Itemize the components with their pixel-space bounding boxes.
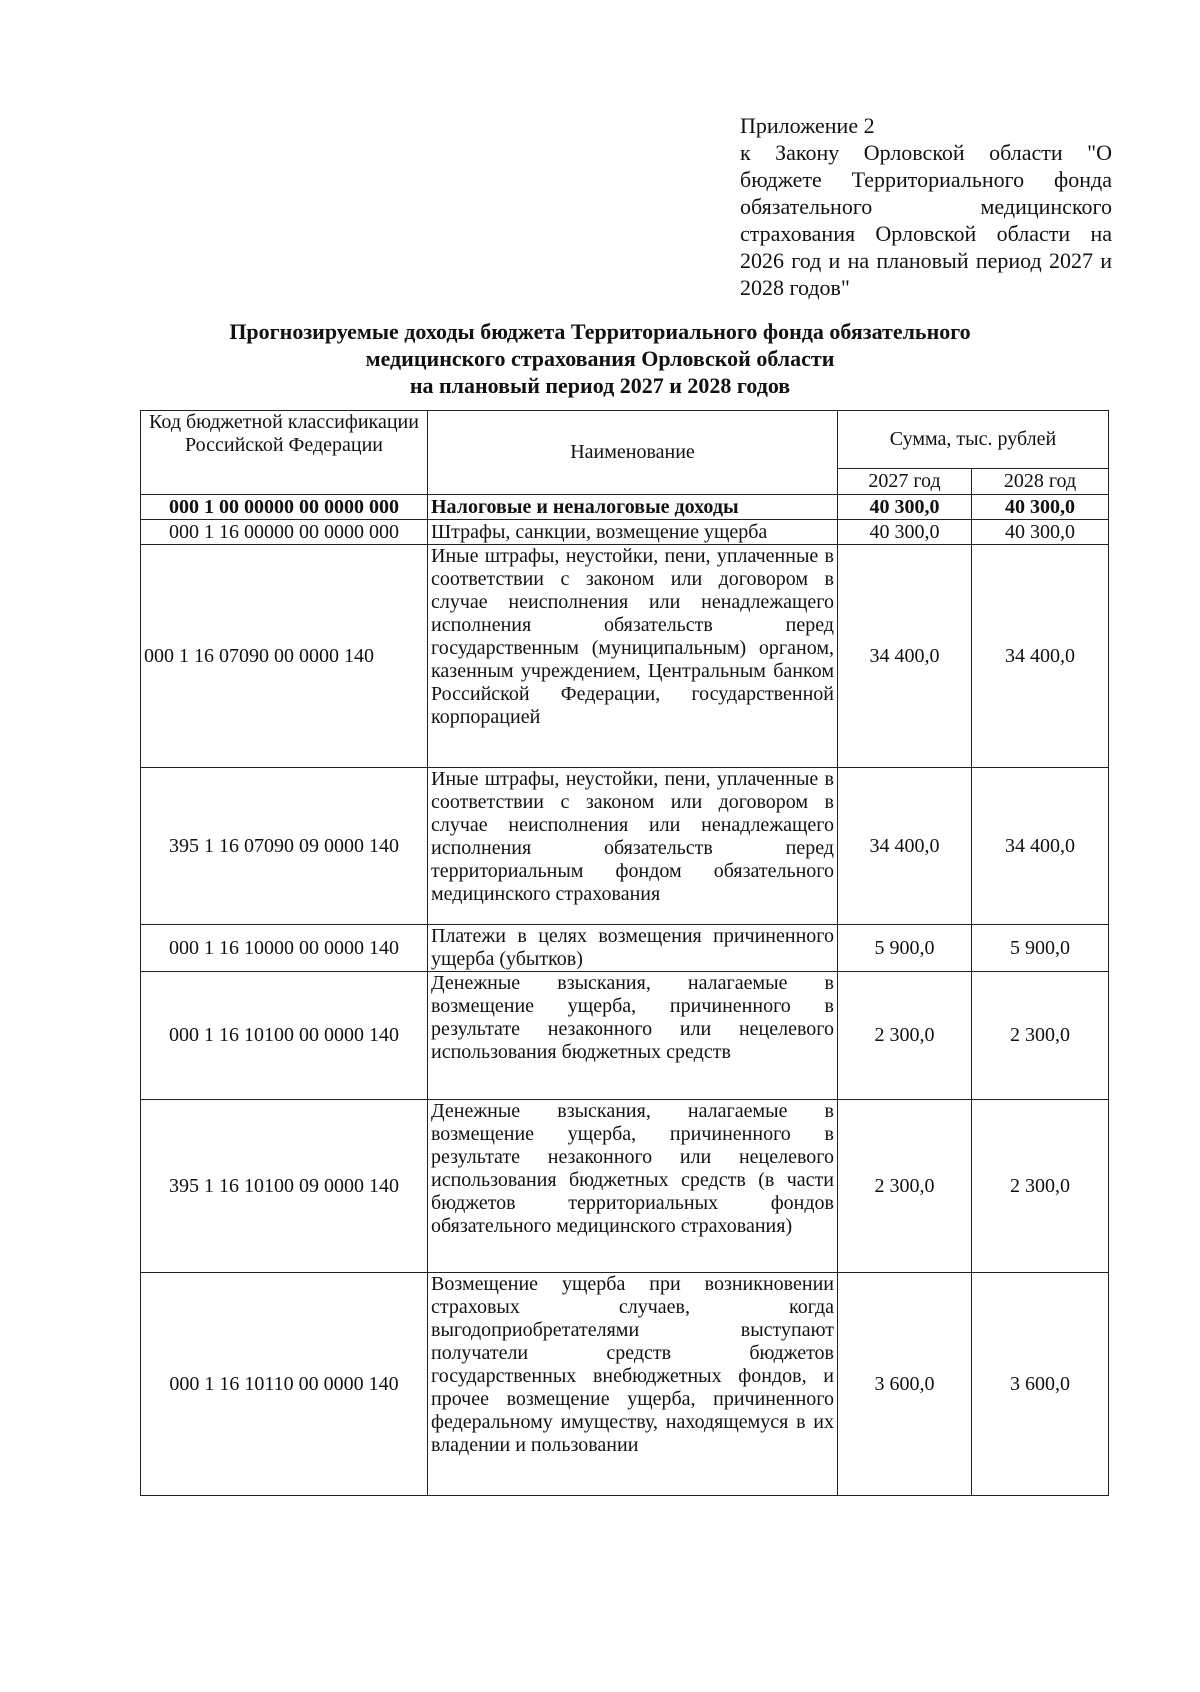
row-value-2028: 34 400,0 bbox=[972, 768, 1109, 925]
row-value-2028: 40 300,0 bbox=[972, 520, 1109, 545]
header-year-2027: 2027 год bbox=[838, 469, 972, 495]
row-code: 000 1 16 00000 00 0000 000 bbox=[141, 520, 428, 545]
row-value-2028: 3 600,0 bbox=[972, 1273, 1109, 1496]
row-name: Денежные взыскания, налагаемые в возмещение ущерба, причиненного в результате незаконного или нецелевого использования бюджетных средств bbox=[428, 972, 838, 1100]
row-code: 000 1 16 10000 00 0000 140 bbox=[141, 925, 428, 972]
row-name: Иные штрафы, неустойки, пени, уплаченные в соответствии с законом или договором в случае неисполнения или ненадлежащего исполнения обязательств перед территориальным фондом обязательного медицинского страхования bbox=[428, 768, 838, 925]
row-code: 000 1 16 07090 00 0000 140 bbox=[141, 545, 428, 768]
row-code: 395 1 16 10100 09 0000 140 bbox=[141, 1100, 428, 1273]
row-name: Платежи в целях возмещения причиненного ущерба (убытков) bbox=[428, 925, 838, 972]
table-row bbox=[141, 768, 1109, 925]
heading-line-3: на плановый период 2027 и 2028 годов bbox=[409, 373, 791, 398]
table-row bbox=[141, 1100, 1109, 1273]
row-name: Налоговые и неналоговые доходы bbox=[428, 495, 838, 520]
header-year-2028: 2028 год bbox=[972, 469, 1109, 495]
row-value-2027: 2 300,0 bbox=[838, 1100, 972, 1273]
table-row bbox=[141, 925, 1109, 972]
row-value-2028: 2 300,0 bbox=[972, 972, 1109, 1100]
row-code: 000 1 16 10110 00 0000 140 bbox=[141, 1273, 428, 1496]
row-value-2027: 34 400,0 bbox=[838, 545, 972, 768]
row-value-2028: 34 400,0 bbox=[972, 545, 1109, 768]
row-value-2028: 2 300,0 bbox=[972, 1100, 1109, 1273]
heading-line-1: Прогнозируемые доходы бюджета Территориального фонда обязательного bbox=[229, 319, 971, 344]
table-row bbox=[141, 1273, 1109, 1496]
row-code: 000 1 16 10100 00 0000 140 bbox=[141, 972, 428, 1100]
header-sum: Сумма, тыс. рублей bbox=[838, 411, 1109, 469]
header-code: Код бюджетной классификации Российской Федерации bbox=[141, 411, 428, 495]
revenue-table bbox=[140, 410, 1109, 1496]
row-value-2027: 5 900,0 bbox=[838, 925, 972, 972]
table-row bbox=[141, 972, 1109, 1100]
table-row bbox=[141, 520, 1109, 545]
row-value-2027: 2 300,0 bbox=[838, 972, 972, 1100]
appendix-title: Приложение 2 bbox=[740, 113, 875, 138]
table-row bbox=[141, 545, 1109, 768]
heading-line-2: медицинского страхования Орловской области bbox=[365, 346, 835, 371]
document-heading bbox=[150, 318, 1050, 399]
header-name: Наименование bbox=[428, 411, 838, 495]
row-value-2027: 34 400,0 bbox=[838, 768, 972, 925]
appendix-reference: к Закону Орловской области "О бюджете Территориального фонда обязательного медицинского страхования Орловской области на 2026 год и на плановый период 2027 и 2028 годов" bbox=[740, 140, 1112, 300]
row-code: 000 1 00 00000 00 0000 000 bbox=[141, 495, 428, 520]
row-value-2027: 40 300,0 bbox=[838, 520, 972, 545]
row-name: Штрафы, санкции, возмещение ущерба bbox=[428, 520, 838, 545]
row-value-2028: 40 300,0 bbox=[972, 495, 1109, 520]
appendix-block bbox=[740, 112, 1112, 301]
row-name: Денежные взыскания, налагаемые в возмещение ущерба, причиненного в результате незаконного или нецелевого использования бюджетных средств (в части бюджетов территориальных фондов обязательного медицинского страхования) bbox=[428, 1100, 838, 1273]
row-value-2028: 5 900,0 bbox=[972, 925, 1109, 972]
table-row bbox=[141, 495, 1109, 520]
row-name: Возмещение ущерба при возникновении страховых случаев, когда выгодоприобретателями выступают получатели средств бюджетов государственных внебюджетных фондов, и прочее возмещение ущерба, причиненного федеральному имуществу, находящемуся в их владении и пользовании bbox=[428, 1273, 838, 1496]
row-code: 395 1 16 07090 09 0000 140 bbox=[141, 768, 428, 925]
row-value-2027: 40 300,0 bbox=[838, 495, 972, 520]
row-name: Иные штрафы, неустойки, пени, уплаченные в соответствии с законом или договором в случае неисполнения или ненадлежащего исполнения обязательств перед государственным (муниципальным) органом, казенным учреждением, Центральным банком Российской Федерации, государственной корпорацией bbox=[428, 545, 838, 768]
row-value-2027: 3 600,0 bbox=[838, 1273, 972, 1496]
